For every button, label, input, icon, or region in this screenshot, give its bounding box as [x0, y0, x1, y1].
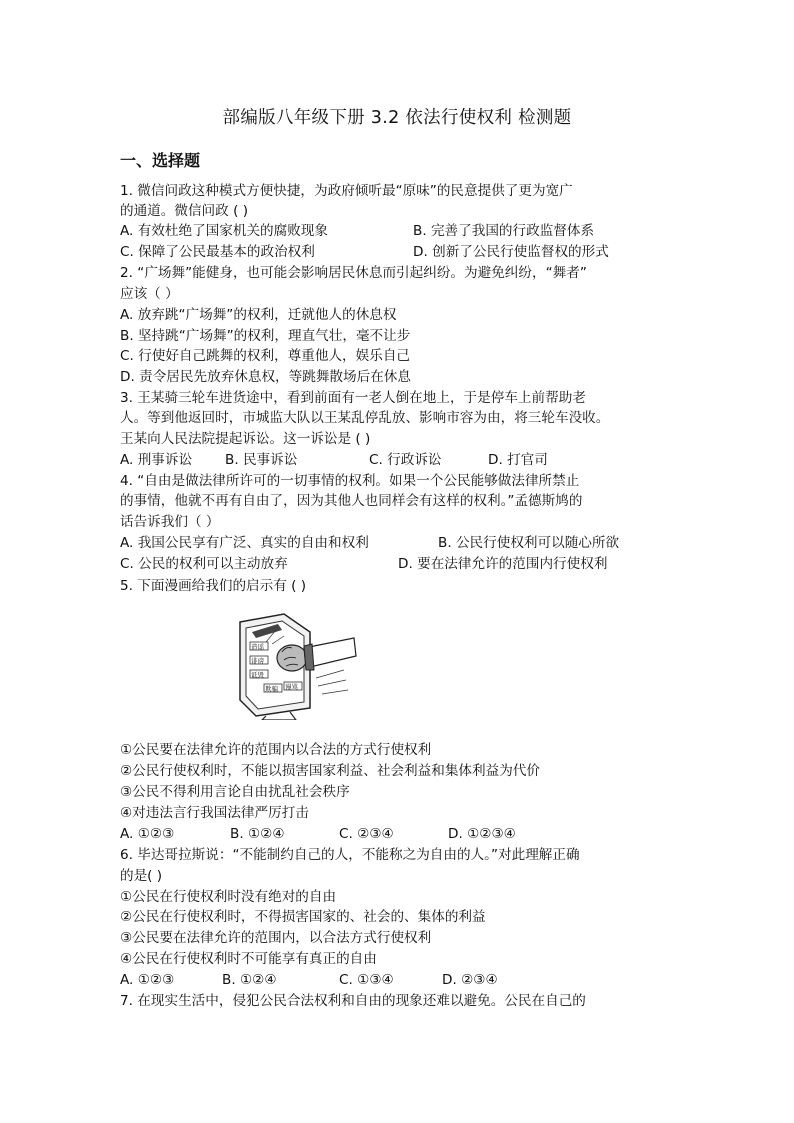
q4-stem-line3: 话告诉我们（ ）: [120, 514, 220, 530]
q4-option-c: C. 公民的权利可以主动放弃: [120, 556, 288, 572]
q2-option-c: C. 行使好自己跳舞的权利，尊重他人，娱乐自己: [120, 348, 411, 364]
q1-option-a: A. 有效杜绝了国家机关的腐败现象: [120, 223, 329, 239]
q2-option-b: B. 坚持跳“广场舞”的权利，理直气壮，毫不让步: [120, 328, 411, 344]
cartoon-illustration: [226, 612, 362, 720]
q5-option-d: D. ①②③④: [448, 826, 516, 842]
q3-option-c: C. 行政诉讼: [369, 452, 442, 468]
q6-statement-1: ①公民在行使权利时没有绝对的自由: [120, 889, 337, 905]
q2-stem-line1: 2. “广场舞”能健身，也可能会影响居民休息而引起纠纷。为避免纠纷，“舞者”: [120, 265, 587, 281]
q1-option-b: B. 完善了我国的行政监督体系: [413, 223, 595, 239]
cartoon-word-3: 诋毁: [251, 671, 264, 679]
q5-statement-1: ①公民要在法律允许的范围内以合法的方式行使权利: [120, 742, 432, 758]
q7-stem-line1: 7. 在现实生活中，侵犯公民合法权利和自由的现象还难以避免。公民在自己的: [120, 993, 586, 1009]
q5-statement-2: ②公民行使权利时，不能以损害国家利益、社会利益和集体利益为代价: [120, 763, 540, 779]
q6-statement-4: ④公民在行使权利时不可能享有真正的自由: [120, 951, 377, 967]
cartoon-word-2: 诽谤: [251, 657, 264, 665]
q6-stem-line2: 的是( ): [120, 868, 163, 884]
q3-option-a: A. 刑事诉讼: [120, 452, 193, 468]
q1-stem-line2: 的通道。微信问政 ( ): [120, 203, 248, 219]
q6-statement-3: ③公民要在法律允许的范围内，以合法方式行使权利: [120, 930, 432, 946]
q5-statement-3: ③公民不得利用言论自由扰乱社会秩序: [120, 784, 350, 800]
q6-stem-line1: 6. 毕达哥拉斯说：“不能制约自己的人，不能称之为自由的人。”对此理解正确: [120, 847, 580, 863]
section-heading: 一、选择题: [120, 151, 201, 170]
q4-stem-line1: 4. “自由是做法律所许可的一切事情的权利。如果一个公民能够做法律所禁止: [120, 473, 580, 489]
q6-option-a: A. ①②③: [120, 972, 175, 988]
q4-stem-line2: 的事情，他就不再有自由了，因为其他人也同样会有这样的权利。”孟德斯鸠的: [120, 493, 583, 509]
q3-stem-line2: 人。等到他返回时，市城监大队以王某乱停乱放、影响市容为由，将三轮车没收。: [120, 410, 610, 426]
q5-statement-4: ④对违法言行我国法律严厉打击: [120, 805, 309, 821]
q4-option-b: B. 公民行使权利可以随心所欲: [438, 535, 620, 551]
q3-option-d: D. 打官司: [488, 452, 548, 468]
document-title: 部编版八年级下册 3.2 依法行使权利 检测题: [222, 108, 572, 128]
q6-statement-2: ②公民在行使权利时，不得损害国家的、社会的、集体的利益: [120, 909, 486, 925]
cartoon-word-1: 造谣: [251, 643, 264, 651]
q5-option-b: B. ①②④: [230, 826, 285, 842]
q6-option-b: B. ①②④: [222, 972, 277, 988]
q2-option-a: A. 放弃跳“广场舞”的权利，迁就他人的休息权: [120, 307, 397, 323]
cartoon-word-5: 谩骂: [285, 683, 298, 691]
q4-option-a: A. 我国公民享有广泛、真实的自由和权利: [120, 535, 369, 551]
q6-option-d: D. ②③④: [442, 972, 498, 988]
q5-stem: 5. 下面漫画给我们的启示有 ( ): [120, 578, 307, 594]
q5-option-c: C. ②③④: [339, 826, 394, 842]
q1-option-d: D. 创新了公民行使监督权的形式: [413, 244, 609, 260]
q3-stem-line3: 王某向人民法院提起诉讼。这一诉讼是 ( ): [120, 431, 371, 447]
q3-option-b: B. 民事诉讼: [225, 452, 298, 468]
q2-option-d: D. 责令居民先放弃休息权，等跳舞散场后在休息: [120, 369, 411, 385]
q2-stem-line2: 应该（ ）: [120, 286, 179, 302]
q3-stem-line1: 3. 王某骑三轮车进货途中，看到前面有一老人倒在地上，于是停车上前帮助老: [120, 390, 586, 406]
cartoon-word-4: 欺骗: [265, 685, 278, 693]
q6-option-c: C. ①③④: [339, 972, 394, 988]
q1-option-c: C. 保障了公民最基本的政治权利: [120, 244, 315, 260]
q1-stem-line1: 1. 微信问政这种模式方便快捷，为政府倾听最“原味”的民意提供了更为宽广: [120, 183, 573, 199]
q5-option-a: A. ①②③: [120, 826, 175, 842]
q4-option-d: D. 要在法律允许的范围内行使权利: [398, 556, 608, 572]
